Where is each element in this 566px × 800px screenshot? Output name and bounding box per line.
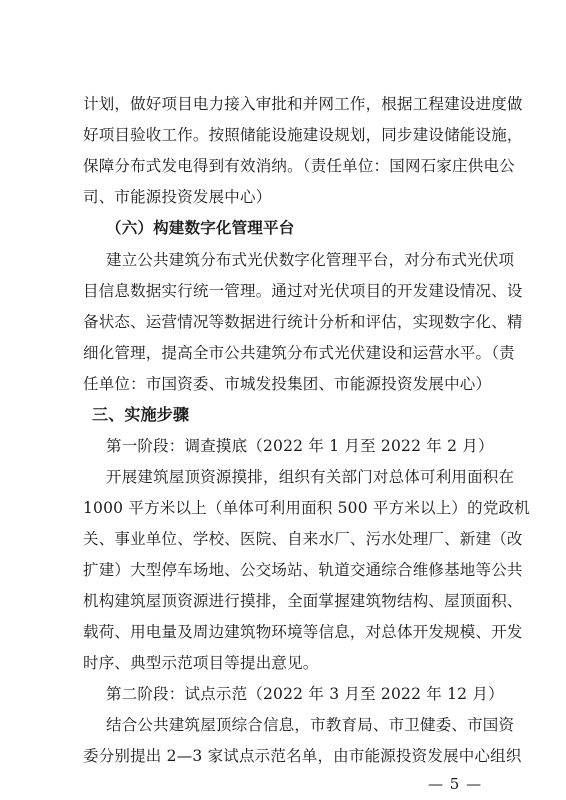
body-line: 开展建筑屋顶资源摸排，组织有关部门对总体可利用面积在 bbox=[106, 468, 515, 486]
body-line: 保障分布式发电得到有效消纳。（责任单位：国网石家庄供电公 bbox=[83, 157, 515, 175]
body-line: 细化管理，提高全市公共建筑分布式光伏建设和运营水平。（责 bbox=[83, 344, 515, 362]
body-line: 结合公共建筑屋顶综合信息，市教育局、市卫健委、市国资 bbox=[106, 716, 515, 734]
body-line: 关、事业单位、学校、医院、自来水厂、污水处理厂、新建（改 bbox=[83, 530, 523, 548]
body-line: 备状态、运营情况等数据进行统计分析和评估，实现数字化、精 bbox=[83, 313, 523, 331]
body-line: 机构建筑屋顶资源进行摸排，全面掌握建筑物结构、屋顶面积、 bbox=[83, 592, 523, 610]
stage-title: 第二阶段：试点示范（2022 年 3 月至 2022 年 12 月） bbox=[106, 685, 504, 703]
body-line: 目信息数据实行统一管理。通过对光伏项目的开发建设情况、设 bbox=[83, 282, 523, 300]
section-heading: （六）构建数字化管理平台 bbox=[106, 219, 295, 237]
body-line: 司、市能源投资发展中心） bbox=[83, 188, 272, 206]
chapter-heading: 三、实施步骤 bbox=[92, 405, 190, 424]
body-line: 好项目验收工作。按照储能设施建设规划，同步建设储能设施， bbox=[83, 126, 523, 144]
body-line: 委分别提出 2—3 家试点示范名单，由市能源投资发展中心组织 bbox=[83, 747, 522, 765]
body-line: 扩建）大型停车场地、公交场站、轨道交通综合维修基地等公共 bbox=[83, 561, 523, 579]
body-line: 载荷、用电量及周边建筑物环境等信息，对总体开发规模、开发 bbox=[83, 623, 523, 641]
body-line: 时序、典型示范项目等提出意见。 bbox=[83, 654, 319, 672]
page-number: — 5 — bbox=[428, 775, 483, 793]
body-line: 任单位：市国资委、市城发投集团、市能源投资发展中心） bbox=[83, 375, 492, 393]
body-line: 建立公共建筑分布式光伏数字化管理平台，对分布式光伏项 bbox=[106, 251, 515, 269]
body-line: 1000 平方米以上（单体可利用面积 500 平方米以上）的党政机 bbox=[83, 499, 530, 517]
stage-title: 第一阶段：调查摸底（2022 年 1 月至 2022 年 2 月） bbox=[106, 437, 494, 455]
body-line: 计划，做好项目电力接入审批和并网工作，根据工程建设进度做 bbox=[83, 95, 523, 113]
